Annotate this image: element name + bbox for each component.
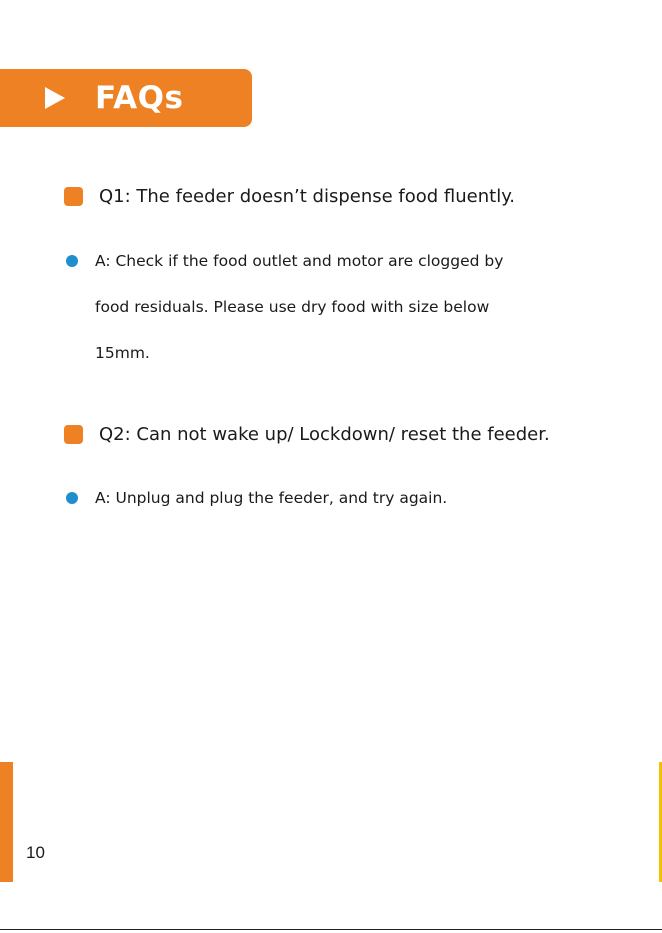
answer-line: food residuals. Please use dry food with size below — [95, 298, 490, 316]
question-bullet-icon — [64, 425, 83, 444]
bottom-divider — [0, 929, 662, 930]
answer-line: 15mm. — [95, 344, 150, 362]
question-bullet-icon — [64, 187, 83, 206]
question-text: Q2: Can not wake up/ Lockdown/ reset the feeder. — [99, 424, 550, 445]
answer-line: A: Check if the food outlet and motor are clogged by — [95, 252, 504, 270]
answer-bullet-icon — [66, 255, 78, 267]
section-header-tab — [0, 69, 252, 127]
page-number: 10 — [26, 843, 45, 862]
answer-line: A: Unplug and plug the feeder, and try again. — [95, 489, 448, 507]
answer-bullet-icon — [66, 492, 78, 504]
section-title: FAQs — [95, 80, 184, 116]
page-edge-tab — [0, 762, 13, 882]
question-text: Q1: The feeder doesn’t dispense food fluently. — [99, 186, 516, 207]
play-arrow-icon — [45, 87, 65, 109]
